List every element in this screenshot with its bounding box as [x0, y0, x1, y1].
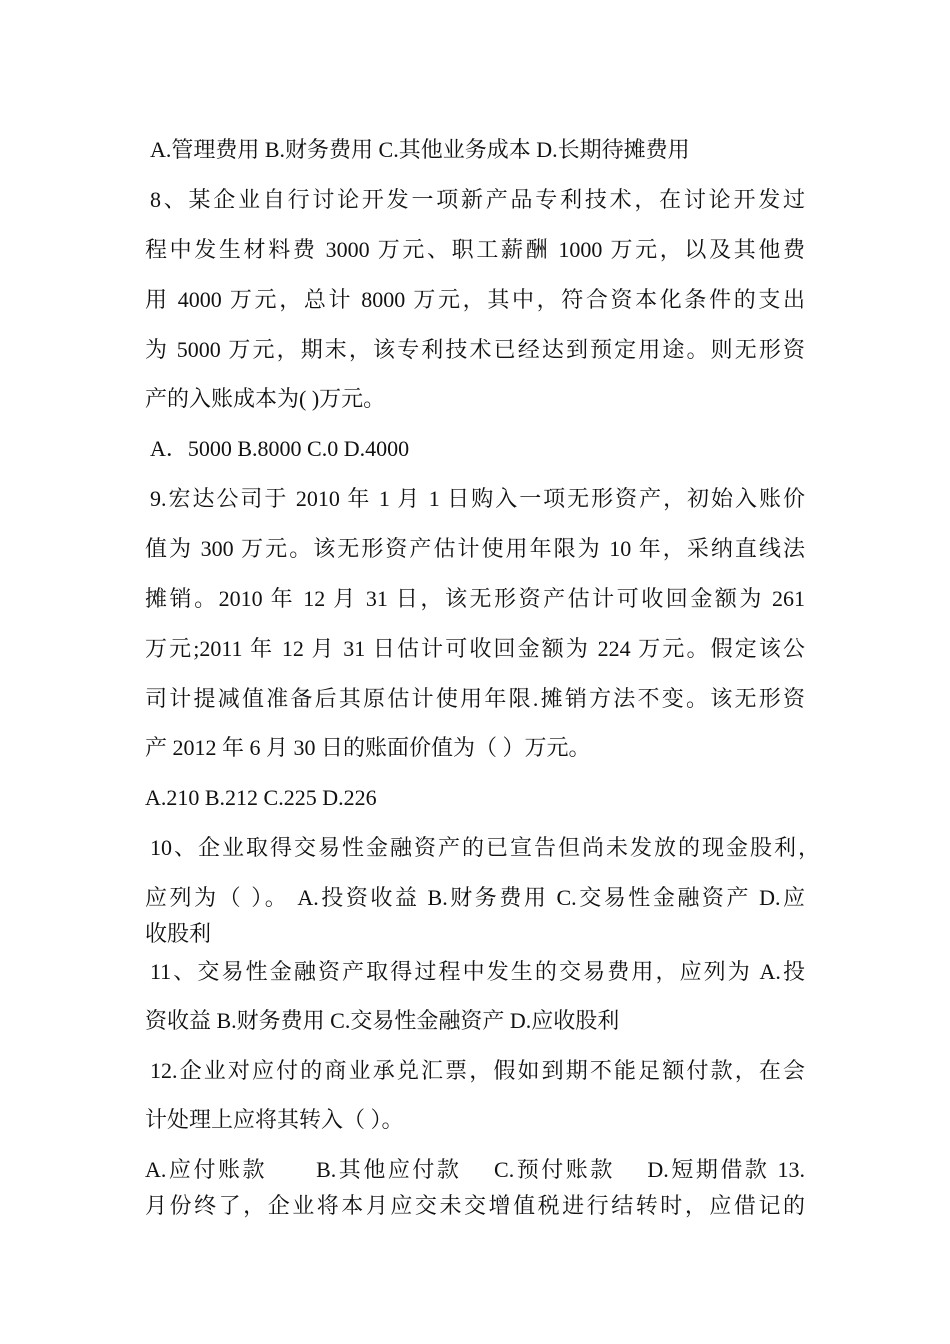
- text-line-7: A．5000 B.8000 C.0 D.4000: [150, 436, 410, 461]
- text-line-11: 万元;2011 年 12 月 31 日估计可收回金额为 224 万元。假定该公: [145, 636, 805, 661]
- text-line-22: A.应付账款 B.其他应付款 C.预付账款 D.短期借款 13.: [145, 1157, 805, 1182]
- text-line-1: A.管理费用 B.财务费用 C.其他业务成本 D.长期待摊费用: [150, 137, 690, 162]
- text-line-5: 为 5000 万元，期末，该专利技术已经达到预定用途。则无形资: [145, 337, 805, 362]
- text-line-6: 产的入账成本为( )万元。: [145, 386, 386, 411]
- text-line-17: 收股利: [145, 921, 212, 946]
- text-line-19: 资收益 B.财务费用 C.交易性金融资产 D.应收股利: [145, 1008, 620, 1033]
- text-line-8: 9.宏达公司于 2010 年 1 月 1 日购入一项无形资产，初始入账价: [150, 486, 805, 511]
- text-line-20: 12.企业对应付的商业承兑汇票，假如到期不能足额付款，在会: [150, 1058, 805, 1083]
- text-line-23: 月份终了，企业将本月应交未交增值税进行结转时，应借记的: [145, 1193, 805, 1218]
- text-line-3: 程中发生材料费 3000 万元、职工薪酬 1000 万元，以及其他费: [145, 237, 805, 262]
- text-line-2: 8、某企业自行讨论开发一项新产品专利技术，在讨论开发过: [150, 187, 805, 212]
- text-line-14: A.210 B.212 C.225 D.226: [145, 785, 377, 810]
- text-line-21: 计处理上应将其转入（ ）。: [145, 1107, 404, 1132]
- text-line-15: 10、企业取得交易性金融资产的已宣告但尚未发放的现金股利，: [150, 835, 820, 860]
- text-line-12: 司计提减值准备后其原估计使用年限.摊销方法不变。该无形资: [145, 686, 805, 711]
- text-line-16: 应列为（ ）。 A.投资收益 B.财务费用 C.交易性金融资产 D.应: [145, 885, 805, 910]
- text-line-9: 值为 300 万元。该无形资产估计使用年限为 10 年，采纳直线法: [145, 536, 805, 561]
- text-line-10: 摊销。2010 年 12 月 31 日，该无形资产估计可收回金额为 261: [145, 586, 805, 611]
- text-line-18: 11、交易性金融资产取得过程中发生的交易费用，应列为 A.投: [150, 959, 805, 984]
- text-line-4: 用 4000 万元，总计 8000 万元，其中，符合资本化条件的支出: [145, 287, 805, 312]
- text-line-13: 产 2012 年 6 月 30 日的账面价值为（ ）万元。: [145, 735, 591, 760]
